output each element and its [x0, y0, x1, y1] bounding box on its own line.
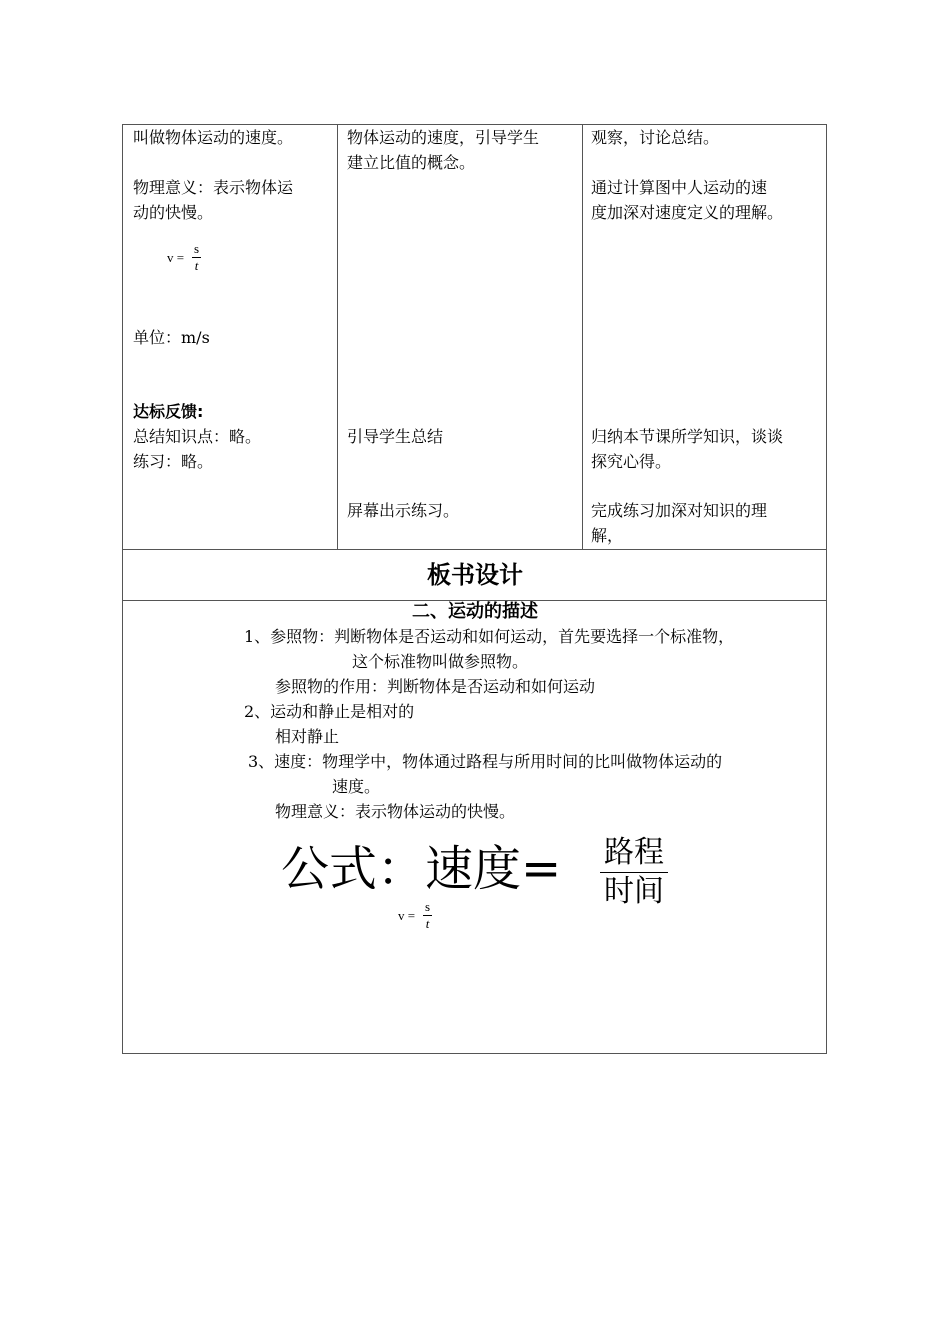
col3-complete-line1: 完成练习加深对知识的理 — [591, 501, 768, 520]
board-item3-line2: 速度。 — [332, 777, 381, 796]
col2-line2: 建立比值的概念。 — [347, 153, 476, 172]
big-formula-numerator: 路程 — [604, 835, 664, 870]
col2-screen-exercise: 屏幕出示练习。 — [347, 501, 460, 520]
board-small-formula-denominator: t — [425, 916, 430, 931]
board-item1-line1: 1、参照物：判断物体是否运动和如何运动，首先要选择一个标准物， — [244, 627, 735, 646]
col3-complete-line2: 解， — [591, 526, 624, 545]
col3-induce-line2: 探究心得。 — [591, 452, 672, 471]
board-item1-line2: 这个标准物叫做参照物。 — [352, 652, 529, 671]
board-heading: 板书设计 — [427, 561, 523, 589]
col1-formula-v: v = — [167, 250, 185, 265]
big-formula-denominator: 时间 — [604, 874, 664, 909]
board-item2: 2、运动和静止是相对的 — [244, 702, 415, 721]
col2-guide-summary: 引导学生总结 — [347, 427, 444, 446]
big-formula-left: 公式：速度= — [281, 841, 562, 897]
col3-calc-line1: 通过计算图中人运动的速 — [591, 178, 768, 197]
board-subtitle: 二、运动的描述 — [412, 601, 538, 622]
col1-exercise: 练习：略。 — [133, 452, 214, 471]
board-item3-line1: 3、速度：物理学中，物体通过路程与所用时间的比叫做物体运动的 — [248, 752, 723, 771]
col2-line1: 物体运动的速度，引导学生 — [347, 128, 540, 147]
board-item2-sub: 相对静止 — [275, 727, 340, 746]
col1-formula-numerator: s — [193, 241, 200, 256]
col1-formula-denominator: t — [194, 258, 199, 273]
col1-formula-fraction — [192, 241, 201, 274]
board-small-formula-numerator: s — [424, 899, 431, 914]
column-divider-1 — [337, 125, 338, 549]
col1-unit: 单位：m/s — [133, 328, 210, 347]
col1-line1: 叫做物体运动的速度。 — [133, 128, 294, 147]
col1-meaning-line2: 动的快慢。 — [133, 203, 214, 222]
col1-feedback-title: 达标反馈: — [133, 402, 204, 421]
board-small-formula-fraction — [423, 899, 432, 932]
col1-summary: 总结知识点：略。 — [133, 427, 262, 446]
board-item1-role: 参照物的作用：判断物体是否运动和如何运动 — [275, 677, 596, 696]
col3-line1: 观察，讨论总结。 — [591, 128, 720, 147]
board-small-formula-v: v = — [398, 908, 416, 923]
col3-calc-line2: 度加深对速度定义的理解。 — [591, 203, 784, 222]
row-divider-top — [123, 549, 826, 550]
big-formula-fraction — [600, 834, 668, 911]
col3-induce-line1: 归纳本节课所学知识，谈谈 — [591, 427, 784, 446]
board-item3-meaning: 物理意义：表示物体运动的快慢。 — [275, 802, 516, 821]
column-divider-2 — [582, 125, 583, 549]
col1-meaning-line1: 物理意义：表示物体运 — [133, 178, 294, 197]
